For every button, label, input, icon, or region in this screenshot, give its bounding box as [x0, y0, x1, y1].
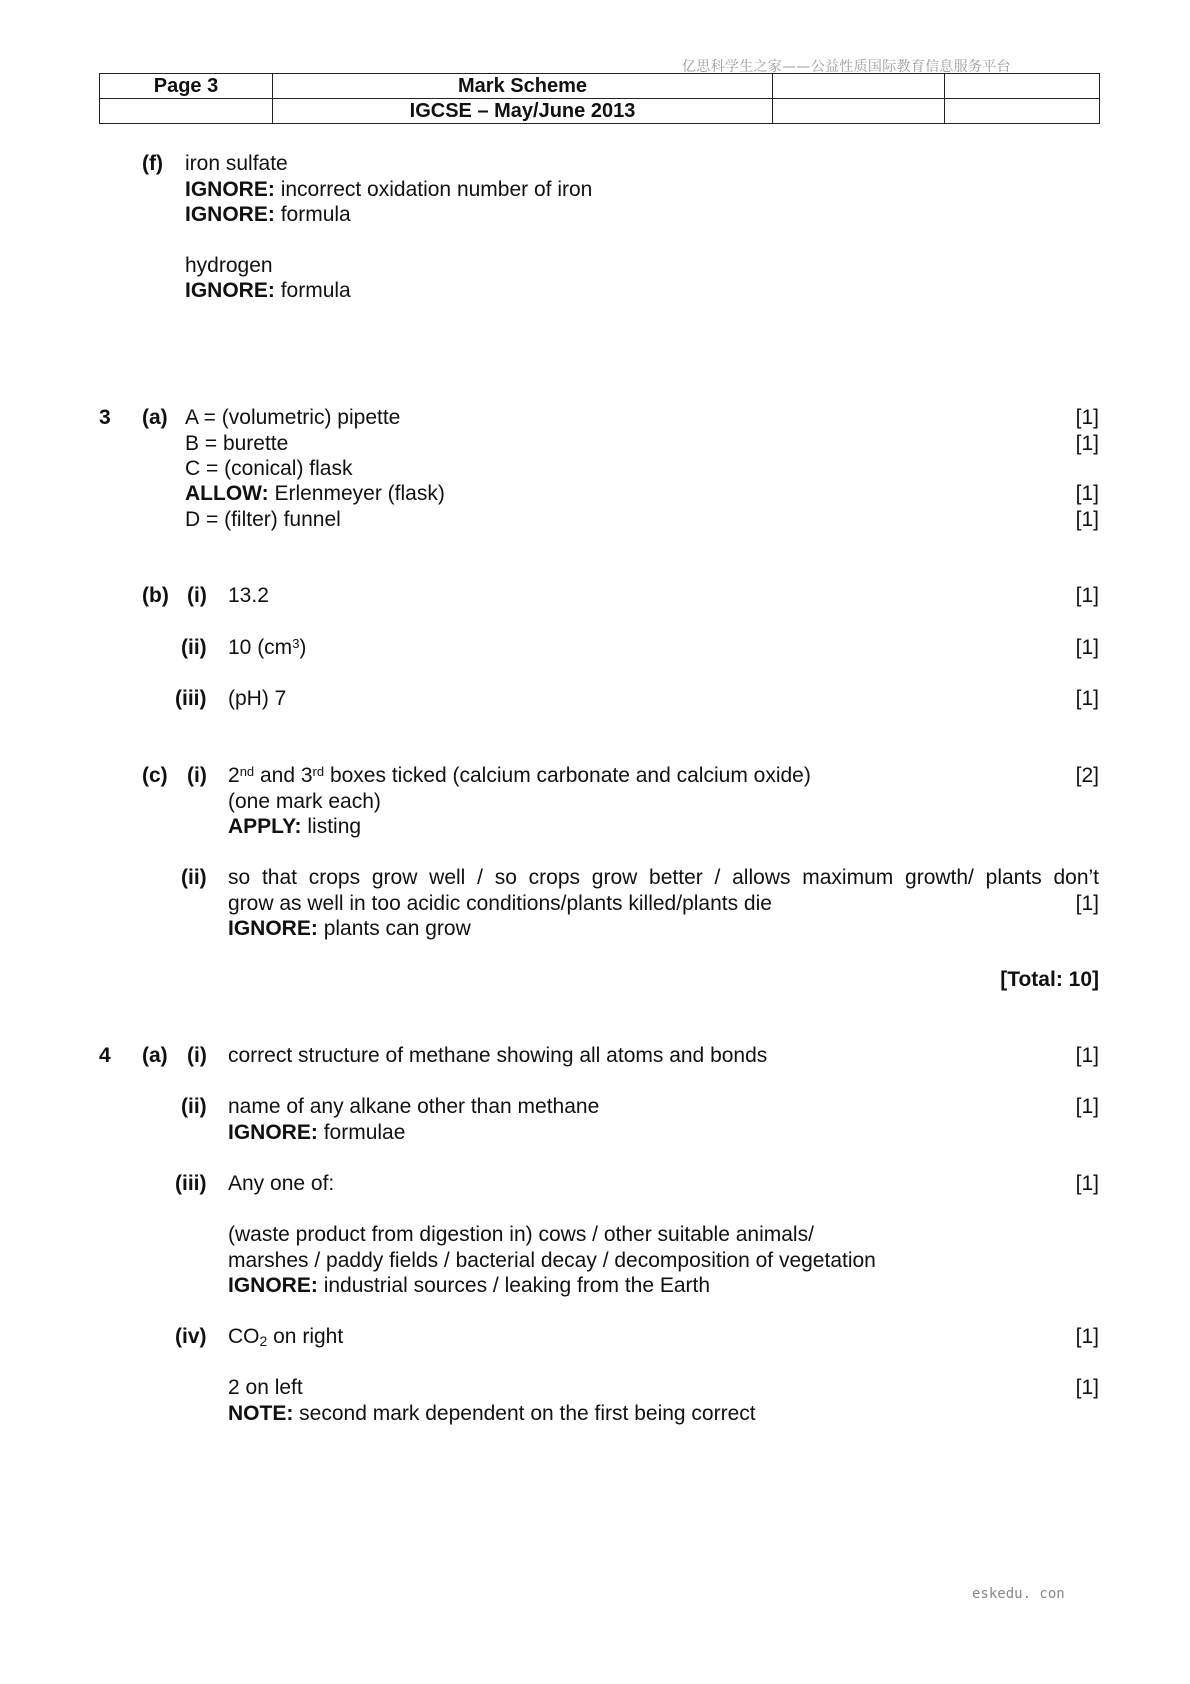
answer-line	[228, 1324, 343, 1350]
note-text: second mark dependent on the first being correct	[299, 1402, 756, 1425]
header-table	[99, 73, 1100, 124]
ignore-note	[228, 916, 471, 942]
mark: [1]	[1075, 1376, 1099, 1399]
exam-session: IGCSE – May/June 2013	[273, 99, 773, 124]
mark: [1]	[1075, 482, 1099, 505]
subpart-label-iii: (iii)	[175, 687, 207, 710]
answer-line: grow as well in too acidic conditions/plants killed/plants die	[228, 892, 772, 915]
answer-text: on right	[267, 1325, 344, 1348]
subscript: 2	[259, 1333, 268, 1349]
ignore-note	[185, 278, 351, 304]
mark: [2]	[1075, 764, 1099, 787]
subpart-label-ii: (ii)	[181, 1095, 207, 1118]
ignore-note	[185, 202, 351, 228]
note-label: NOTE:	[228, 1402, 294, 1425]
superscript: 3	[292, 636, 300, 651]
part-label-f: (f)	[142, 152, 163, 175]
ignore-label: IGNORE:	[228, 1121, 318, 1144]
ignore-label: IGNORE:	[228, 1274, 318, 1297]
superscript: nd	[239, 764, 255, 779]
answer-line: hydrogen	[185, 254, 273, 277]
mark: [1]	[1075, 1172, 1099, 1195]
mark: [1]	[1075, 892, 1099, 915]
question-number: 3	[99, 406, 111, 429]
allow-text: Erlenmeyer (flask)	[274, 482, 445, 505]
ignore-note	[185, 177, 592, 203]
mark: [1]	[1075, 1325, 1099, 1348]
answer-line	[228, 763, 811, 789]
answer-line: (waste product from digestion in) cows / other suitable animals/	[228, 1223, 814, 1246]
apply-note	[228, 814, 361, 840]
mark: [1]	[1075, 1095, 1099, 1118]
note	[228, 1401, 756, 1427]
ignore-text: industrial sources / leaking from the Earth	[323, 1274, 711, 1297]
answer-text: 10 (cm	[228, 636, 293, 659]
answer-text: boxes ticked (calcium carbonate and calcium oxide)	[324, 764, 811, 787]
mark: [1]	[1075, 508, 1099, 531]
watermark: 亿思科学生之家——公益性质国际教育信息服务平台	[682, 59, 1011, 75]
header-empty-cell	[945, 99, 1100, 124]
header-empty-cell	[773, 74, 945, 99]
apply-text: listing	[307, 815, 362, 838]
mark: [1]	[1075, 1044, 1099, 1067]
subpart-label-ii: (ii)	[181, 636, 207, 659]
answer-line: A = (volumetric) pipette	[185, 406, 401, 429]
document-title: Mark Scheme	[273, 74, 773, 99]
subpart-label-i: (i)	[187, 1044, 207, 1067]
header-empty-cell	[100, 99, 273, 124]
mark: [1]	[1075, 584, 1099, 607]
part-label-c: (c)	[142, 764, 168, 787]
ignore-label: IGNORE:	[185, 279, 275, 302]
answer-line: correct structure of methane showing all atoms and bonds	[228, 1044, 768, 1067]
mark: [1]	[1075, 687, 1099, 710]
answer-text: CO	[228, 1325, 260, 1348]
mark: [1]	[1075, 406, 1099, 429]
answer-line: (pH) 7	[228, 687, 287, 710]
header-empty-cell	[773, 99, 945, 124]
superscript: rd	[312, 764, 325, 779]
allow-label: ALLOW:	[185, 482, 269, 505]
part-label-a: (a)	[142, 406, 168, 429]
ignore-label: IGNORE:	[185, 178, 275, 201]
answer-line: B = burette	[185, 432, 289, 455]
footer-watermark: eskedu. con	[972, 1586, 1065, 1602]
ignore-label: IGNORE:	[185, 203, 275, 226]
ignore-text: formula	[280, 203, 351, 226]
answer-line: marshes / paddy fields / bacterial decay / decomposition of vegetation	[228, 1249, 876, 1272]
mark: [1]	[1075, 432, 1099, 455]
answer-line: 2 on left	[228, 1376, 303, 1399]
answer-line: name of any alkane other than methane	[228, 1095, 600, 1118]
answer-line: so that crops grow well / so crops grow better / allows maximum growth/ plants don’t	[228, 866, 1099, 889]
ignore-note	[228, 1273, 710, 1299]
question-number: 4	[99, 1044, 111, 1067]
question-total: [Total: 10]	[1000, 968, 1099, 991]
part-label-a: (a)	[142, 1044, 168, 1067]
answer-line: D = (filter) funnel	[185, 508, 341, 531]
subpart-label-i: (i)	[187, 764, 207, 787]
header-empty-cell	[945, 74, 1100, 99]
ignore-text: incorrect oxidation number of iron	[280, 178, 593, 201]
ignore-text: plants can grow	[323, 917, 471, 940]
apply-label: APPLY:	[228, 815, 302, 838]
answer-line: (one mark each)	[228, 790, 381, 813]
subpart-label-iv: (iv)	[175, 1325, 207, 1348]
answer-line	[228, 635, 306, 661]
mark: [1]	[1075, 636, 1099, 659]
part-label-b: (b)	[142, 584, 169, 607]
subpart-label-iii: (iii)	[175, 1172, 207, 1195]
subpart-label-ii: (ii)	[181, 866, 207, 889]
answer-line: 13.2	[228, 584, 269, 607]
ignore-note	[228, 1120, 405, 1146]
ignore-text: formulae	[323, 1121, 406, 1144]
page-number: Page 3	[100, 74, 273, 99]
answer-line: C = (conical) flask	[185, 457, 353, 480]
allow-note	[185, 481, 445, 507]
answer-text: 2	[228, 764, 240, 787]
answer-text: )	[299, 636, 307, 659]
answer-line: iron sulfate	[185, 152, 288, 175]
answer-line: Any one of:	[228, 1172, 335, 1195]
answer-text: and 3	[254, 764, 313, 787]
ignore-label: IGNORE:	[228, 917, 318, 940]
ignore-text: formula	[280, 279, 351, 302]
subpart-label-i: (i)	[187, 584, 207, 607]
